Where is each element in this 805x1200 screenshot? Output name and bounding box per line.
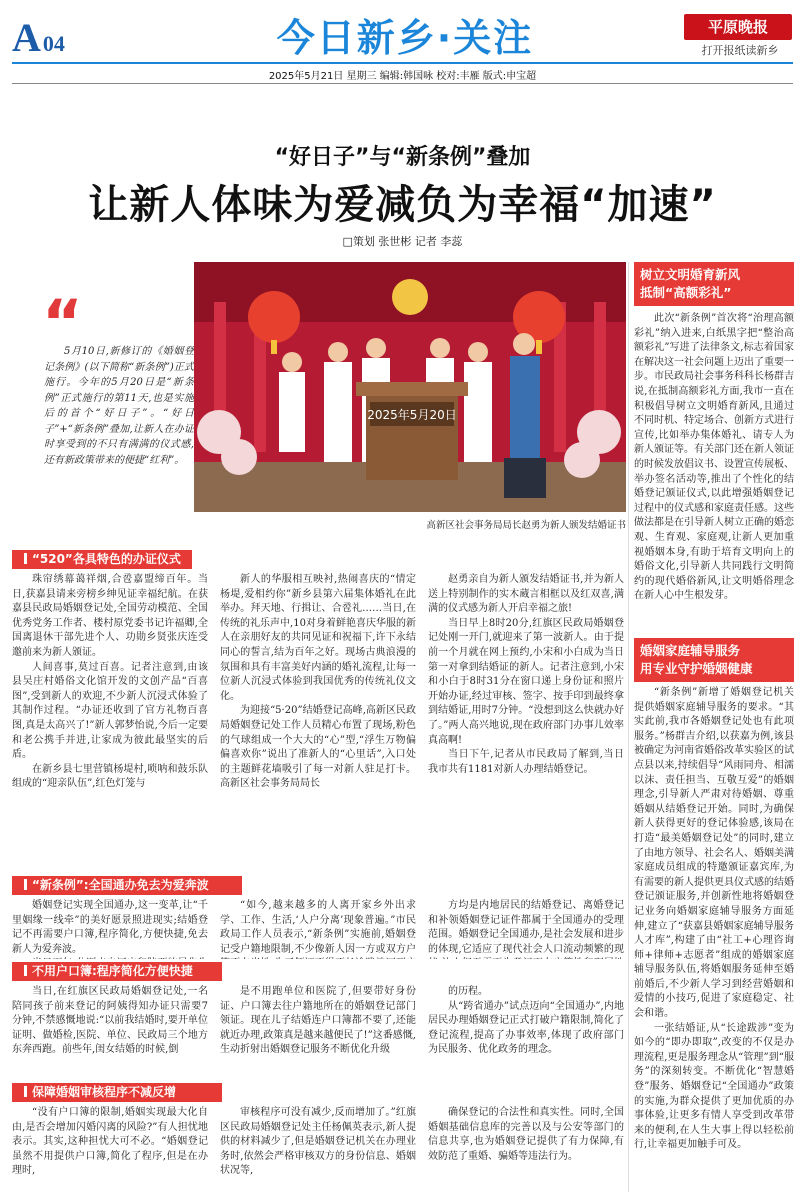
section4-col3: 确保登记的合法性和真实性。同时,全国婚姻基础信息库的完善以及与公安等部门的信息共享,也为婚姻登记提供了有力保障,有效防范了重婚、骗婚等违法行为。: [428, 1107, 624, 1162]
section1-col3: 赵勇亲自为新人颁发结婚证书,并为新人送上特别制作的实木蔵言相框以及红双喜,满满的仪式感为新人开启幸福之旅! 当日早上8时20分,红旗区民政局婚姻登记处刚一开门,就迎来了第一波新人。由于提前一个月就在网上预约,小宋和小白成为当日第一对拿到结婚证的新人。记者注意到,小宋和小白于8时31分在窗口递上身份证和照片开始办证,经过审核、签字、按手印到最终拿到结婚证,用时7分钟。“没想到这么快就办好了。”两人高兴地说,现在政府部门办事儿效率真高啊! 当日下午,记者从市民政局了解到,当日我市共有1181对新人办理结婚登记。: [428, 574, 624, 775]
issue-meta: 2025年5月21日 星期三 编辑:韩国咏 校对:丰雁 版式:申宝超: [268, 71, 537, 82]
section1-col2: 新人的华服相互映衬,热闹喜庆的“情定杨堤,爱相约你”新乡县第六届集体婚礼在此举办。拜天地、行揖让、合卺礼……当日,在传统的礼乐声中,10对身着鲜艳喜庆华服的新人在亲朋好友的共同见证和祝福下,许下永结同心的誓言,结为百年之好。现场古典浪漫的氛围和具有丰富美好内涵的婚礼流程,让每一位新人沉浸式体验到我国优秀的传统礼仪文化。 为迎接“5·20”结婚登记高峰,高新区民政局婚姻登记处工作人员精心布置了现场,粉色的气球组成一个大大的“心”型,“浮生万物偏偏喜欢你”说出了准新人的“心里话”,入口处的主题鲜花墙吸引了每一对新人驻足打卡。高新区社会事务局局长: [220, 574, 416, 790]
page-section-letter: A04: [12, 15, 65, 60]
section2-col3: 方均是内地居民的结婚登记、离婚登记和补领婚姻登记证件都属于全国通办的受理范围。婚姻登记全国通办,是社会发展和进步的体现,它适应了现代社会人口流动频繁的现: [428, 900, 624, 955]
article-byline: □策划 张世彬 记者 李蕊: [342, 235, 463, 248]
photo-caption: 高新区社会事务局局长赵勇为新人颁发结婚证书: [426, 520, 626, 531]
article-lead: 5月10日,新修订的《婚姻登记条例》(以下简称“新条例”)正式施行。今年的5月20日是“新条例”正式施行的第11天,也是实施后的首个“好日子”。“好日子”+“新条例”叠加,让新人在办证时享受到的不只有满满的仪式感,还有新政策带来的便捷“红利”。: [44, 346, 194, 466]
section3-col3: 的历程。 从“跨省通办”试点迈向“全国通办”,内地居民办理婚姻登记正式打破户籍限制,简化了登记流程,提高了办事效率,体现了政府部门为民服务、优化政务的理念。: [428, 986, 624, 1056]
header-divider: [12, 62, 793, 64]
meta-divider: [12, 83, 793, 84]
section2-col2: “如今,越来越多的人离开家乡外出求学、工作、生活,‘人户分离’现象普遍。”市民政局工作人员表示,“新条例”实施前,婚姻登记受户籍地限制,不少像新人因一方或双方户: [220, 900, 416, 955]
section-heading-review: 保障婚姻审核程序不减反增: [12, 1083, 222, 1102]
paper-logo: 平原晚报: [684, 14, 792, 40]
section4-col2: 审核程序可没有减少,反而增加了。”红旗区民政局婚姻登记处主任杨佩英表示,新人提供的材料减少了,但是婚姻登记机关在办理业务时,依然会严格审核双方的身份信息、婚姻状况等,: [220, 1107, 416, 1177]
section-heading-new-rule: “新条例”:全国通办免去为爱奔波: [12, 876, 242, 895]
section3-col1: 当日,在红旗区民政局婚姻登记处,一名陪同孩子前来登记的阿姨得知办证只需要7分钟,不禁感慨地说:“以前我结婚时,要开单位证明、做婚检,医院、单位、民政局三个地方东奔西跑。前些年,闺女结婚的时候,倒: [12, 986, 208, 1056]
ceremony-photo-illustration: [194, 262, 626, 512]
article-headline: 让新人体味为爱减负为幸福“加速”: [88, 182, 717, 228]
quote-mark-icon: “: [42, 286, 83, 359]
section-heading-no-hukou: 不用户口簿:程序简化方便快捷: [12, 962, 222, 981]
page-number: 04: [42, 31, 65, 56]
article-kicker: “好日子”与“新条例”叠加: [274, 145, 531, 170]
photo-date-sign: 2025年5月20日: [367, 408, 457, 422]
sidebar-body-bride-price: 此次“新条例”首次将“治理高额彩礼”纳入进来,白纸黑字把“整治高额彩礼”写进了法律条文,标志着国家在解决这一社会问题上迈出了重要一步。市民政局社会事务科科长杨群吉说,在抵制高额彩礼方面,我市一直在积极倡导树立文明婚育新风,且通过不同时机、特定场合、创新方式进行宣传,比如举办集体婚礼、请专人为新人颁证等。有关部门还在新人领证的时候发放倡议书、设置宣传展板、举办签名活动等,推出了个性化的结婚登记颁证仪式,以此增强婚姻登记过程中的仪式感和家庭责任感。这些做法都是在引导新人树立正确的婚恋观、生育观、家庭观,让新人更加重视婚姻本身,有助于培育文明向上的婚俗文化,引导新人共同践行文明简约的现代婚俗新风,让文明婚俗理念在新人心中生根发芽。: [634, 313, 794, 602]
section2-col1: 婚姻登记实现全国通办,这一变革,让“千里姻缘一线牵”的美好愿景照进现实;结婚登记不再需要户口簿,程序简化,方便快捷,免去新人为爱奔波。: [12, 900, 208, 955]
section3-col2: 是不用跑单位和医院了,但要带好身份证、户口簿去往户籍地所在的婚姻登记部门领证。现在儿子结婚连户口簿都不要了,还能就近办理,政策真是越来越便民了!”这番感慨,生动折射出婚姻登记服务不断优化升级: [220, 986, 416, 1056]
sidebar-heading-bride-price: 树立文明婚育新风 抵制“高额彩礼”: [634, 262, 794, 306]
sidebar-divider: [628, 262, 629, 1192]
paper-slogan: 打开报纸读新乡: [701, 44, 779, 57]
section-title: 今日新乡·关注: [276, 16, 534, 60]
section1-col1: 珠帘绣幕蔼祥烟,合卺嘉盟缔百年。当日,获嘉县请来旁榜乡绅见证幸福纪航。在获嘉县民政局婚姻登记处,全国劳动模范、全国优秀党务工作者、楼村原党委书记许福卿,全国离退休干部先进个人、功勋乡贤张庆连受邀前来为新人颁证。 人间喜事,莫过百喜。记者注意到,由该县吴庄村婚俗文化馆开发的文创产品“百喜图”,受到新人的欢迎,不少新人沉浸式体验了其制作过程。“办证还收到了官方礼物百喜图,真是太高兴了!”新人郭梦怡说,今后一定要和老公携手并进,让家成为彼此最坚实的后盾。 在新乡县七里营镇杨堤村,唢呐和鼓乐队组成的“迎亲队伍”,红色灯笼与: [12, 574, 208, 790]
sidebar-body-counseling: “新条例”新增了婚姻登记机关提供婚姻家庭辅导服务的要求。“其实此前,我市各婚姻登记处也有此项服务。”杨群吉介绍,以获嘉为例,该县被确定为河南省婚俗改革实验区的试点县以来,持续倡导“风雨同舟、相濡以沫、责任担当、互敬互爱”的婚姻理念,引导新人严肃对待婚姻、尊重婚姻从结婚登记开始。同时,为确保新人获得更好的登记体验感,该局在打造“最美婚姻登记处”的同时,建立了由地方领导、社会名人、婚姻美满家庭成员组成的特邀颁证嘉宾库,为有需要的新人提供更具仪式感的结婚登记颁证服务,并创新性地将婚姻登记业务向婚姻家庭辅导服务方面延伸,建立了“获嘉县婚姻家庭辅导服务人才库”,构建了由“社工+心理咨询师+律师+志愿者”组成的婚姻家庭辅导服务队伍,将婚姻服务延伸至婚前婚后,不少新人学习到经营婚姻和爱情的小技巧,促进了家庭稳定、社会和谐。 一张结婚证,从“长途跋涉”变为如今的“即办即取”,改变的不仅是办理流程,更是服务理念从“管理”到“服务”的深刻转变。不断优化“智慧婚登”服务、婚姻登记“全国通办”政策的实施,为群众提供了更加优质的办事体验,让更多有情人享受到改革带来的便利,在人生大事上得以轻松前行,让幸福更加触手可及。: [634, 687, 794, 1151]
sidebar-heading-counseling: 婚姻家庭辅导服务 用专业守护婚姻健康: [634, 638, 794, 682]
section-heading-520: “520”各具特色的办证仪式: [12, 550, 192, 569]
ceremony-photo: [194, 262, 626, 512]
section4-col1: “没有户口簿的限制,婚姻实现最大化自由,是否会增加闪婚闪离的风险?”有人担忧地表示。其实,这种担忧大可不必。“婚姻登记虽然不用提供户口簿,简化了程序,但是在办理时,: [12, 1107, 208, 1177]
